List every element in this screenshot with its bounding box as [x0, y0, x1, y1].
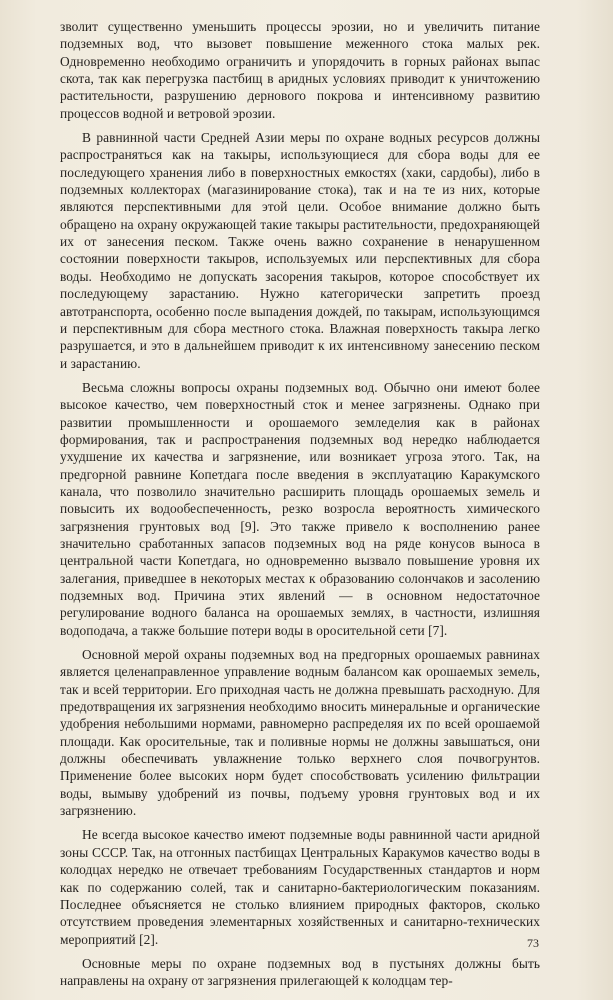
- paragraph-4: Основной мерой охраны подземных вод на предгорных орошаемых равнинах является целенаправленное управление водным балансом как орошаемых земель, так и всей территории. Его приходная часть не должна превышать расходную. Для предотвращения их загрязнения необходимо вносить минеральные и органические удобрения небольшими нормами, равномерно распределяя их по всей орошаемой площади. Как оросительные, так и поливные нормы не должны завышаться, они должны обеспечивать увлажнение только верхнего слоя почвогрунтов. Применение более высоких норм будет способствовать усилению фильтрации воды, вымыву удобрений из почвы, подъему уровня грунтовых вод и их загрязнению.: [60, 647, 540, 819]
- paragraph-2: В равнинной части Средней Азии меры по охране водных ресурсов должны распространяться как на такыры, использующиеся для сбора воды для ее последующего хранения либо в поверхностных емкостях (хаки, сардобы), либо в подземных коллекторах (магазинирование стока), так и на те из них, которые являются перспективными для этой цели. Особое внимание должно быть обращено на охрану окружающей такие такыры растительности, предохраняющей их от занесения песком. Также очень важно сохранение в ненарушенном состоянии поверхности такыров, используемых или перспективных для сбора воды. Необходимо не допускать засорения такыров, которое способствует их последующему зарастанию. Нужно категорически запретить проезд автотранспорта, особенно после выпадения дождей, по такырам, использующимся и перспективным для сбора местного стока. Влажная поверхность такыра легко разрушается, и это в дальнейшем приводит к их интенсивному занесению песком и зарастанию.: [60, 130, 540, 371]
- paragraph-5: Не всегда высокое качество имеют подземные воды равнинной части аридной зоны СССР. Так, на отгонных пастбищах Центральных Каракумов качество воды в колодцах нередко не отвечает требованиям Государственных стандартов и норм как по содержанию солей, так и санитарно-бактериологическим показаниям. Последнее объясняется не столько влиянием природных факторов, сколько отсутствием проведения элементарных хозяйственных и санитарно-технических мероприятий [2].: [60, 827, 540, 947]
- paragraph-3: Весьма сложны вопросы охраны подземных вод. Обычно они имеют более высокое качество, чем поверхностный сток и менее загрязнены. Однако при развитии промышленности и орошаемого земледелия как в районах формирования, так и распространения подземных вод нередко наблюдается ухудшение их качества и загрязнение, или возникает угроза этого. Так, на предгорной равнине Копетдага после введения в эксплуатацию Каракумского канала, что позволило значительно расширить площадь орошаемых земель и повысить их водообеспеченность, резко возросла вероятность химического загрязнения грунтовых вод [9]. Это также привело к восполнению ранее значительно сработанных запасов подземных вод на ряде конусов выноса в центральной части Копетдага, но одновременно вызвало повышение уровня их залегания, приведшее в некоторых местах к образованию солончаков и засолению подземных вод. Причина этих явлений — в основном недостаточное регулирование водного баланса на орошаемых землях, в частности, излишняя водоподача, а также большие потери воды в оросительной сети [7].: [60, 379, 540, 638]
- paragraph-6: Основные меры по охране подземных вод в пустынях должны быть направлены на охрану от загрязнения прилегающей к колодцам тер-: [60, 955, 540, 989]
- paragraph-1: зволит существенно уменьшить процессы эрозии, но и увеличить питание подземных вод, что вызовет повышение меженного стока малых рек. Одновременно необходимо ограничить и упорядочить в горных районах выпас скота, так как перегрузка пастбищ в аридных условиях приводит к уничтожению растительности, разрушению дернового покрова и интенсивному развитию процессов водной и ветровой эрозии.: [60, 19, 540, 121]
- body-text: [60, 18, 540, 997]
- page-number: 73: [527, 936, 539, 950]
